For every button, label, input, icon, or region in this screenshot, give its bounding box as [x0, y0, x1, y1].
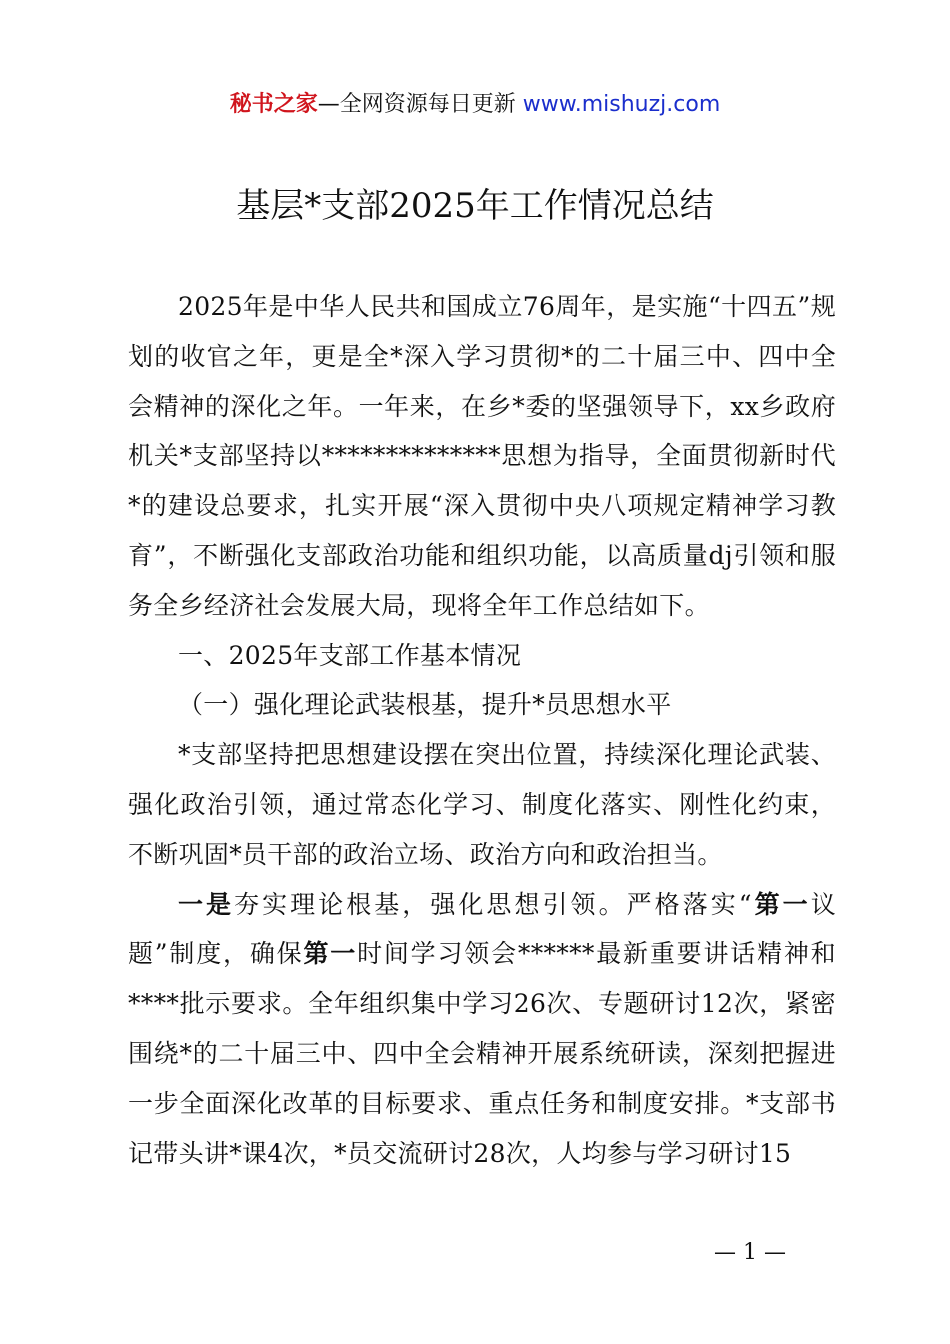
section-heading-1: 一、2025年支部工作基本情况 — [178, 640, 522, 670]
site-description: —全网资源每日更新 — [317, 92, 516, 117]
point-one-bold-a: 第一 — [751, 889, 811, 919]
site-banner — [0, 88, 950, 122]
point-one-paragraph — [128, 880, 836, 1179]
point-one-lead: 一是 — [178, 889, 235, 919]
subsection-intro-paragraph: *支部坚持把思想建设摆在突出位置，持续深化理论武装、强化政治引领，通过常态化学习、制度化落实、刚性化约束，不断巩固*员干部的政治立场、政治方向和政治担当。 — [128, 740, 836, 869]
point-one-bold-b: 第一 — [303, 939, 358, 969]
site-url-link[interactable]: www.mishuzj.com — [522, 92, 721, 117]
point-one-text-a: 夯实理论根基，强化思想引领。严格落实“ — [234, 889, 752, 919]
point-one-text-b: 议题”制度，确保 — [128, 889, 836, 969]
point-one-text-c: 时间学习领会******最新重要讲话精神和****批示要求。全年组织集中学习26次、专题研讨12次，紧密围绕*的二十届三中、四中全会精神开展系统研读，深刻把握进一步全面深化改革的目标要求、重点任务和制度安排。*支部书记带头讲*课4次，*员交流研讨28次，人均参与学习研讨15 — [128, 939, 836, 1168]
document-title: 基层*支部2025年工作情况总结 — [236, 186, 714, 226]
intro-paragraph: 2025年是中华人民共和国成立76周年，是实施“十四五”规划的收官之年，更是全*深入学习贯彻*的二十届三中、四中全会精神的深化之年。一年来，在乡*委的坚强领导下，xx乡政府机关*支部坚持以**************思想为指导，全面贯彻新时代*的建设总要求，扎实开展“深入贯彻中央八项规定精神学习教育”，不断强化支部政治功能和组织功能，以高质量dj引领和服务全乡经济社会发展大局，现将全年工作总结如下。 — [128, 292, 836, 620]
document-body — [128, 282, 836, 1178]
page-number: — 1 — — [714, 1240, 786, 1265]
subsection-heading-1: （一）强化理论武装根基，提升*员思想水平 — [178, 690, 672, 720]
site-name: 秘书之家 — [229, 92, 318, 117]
